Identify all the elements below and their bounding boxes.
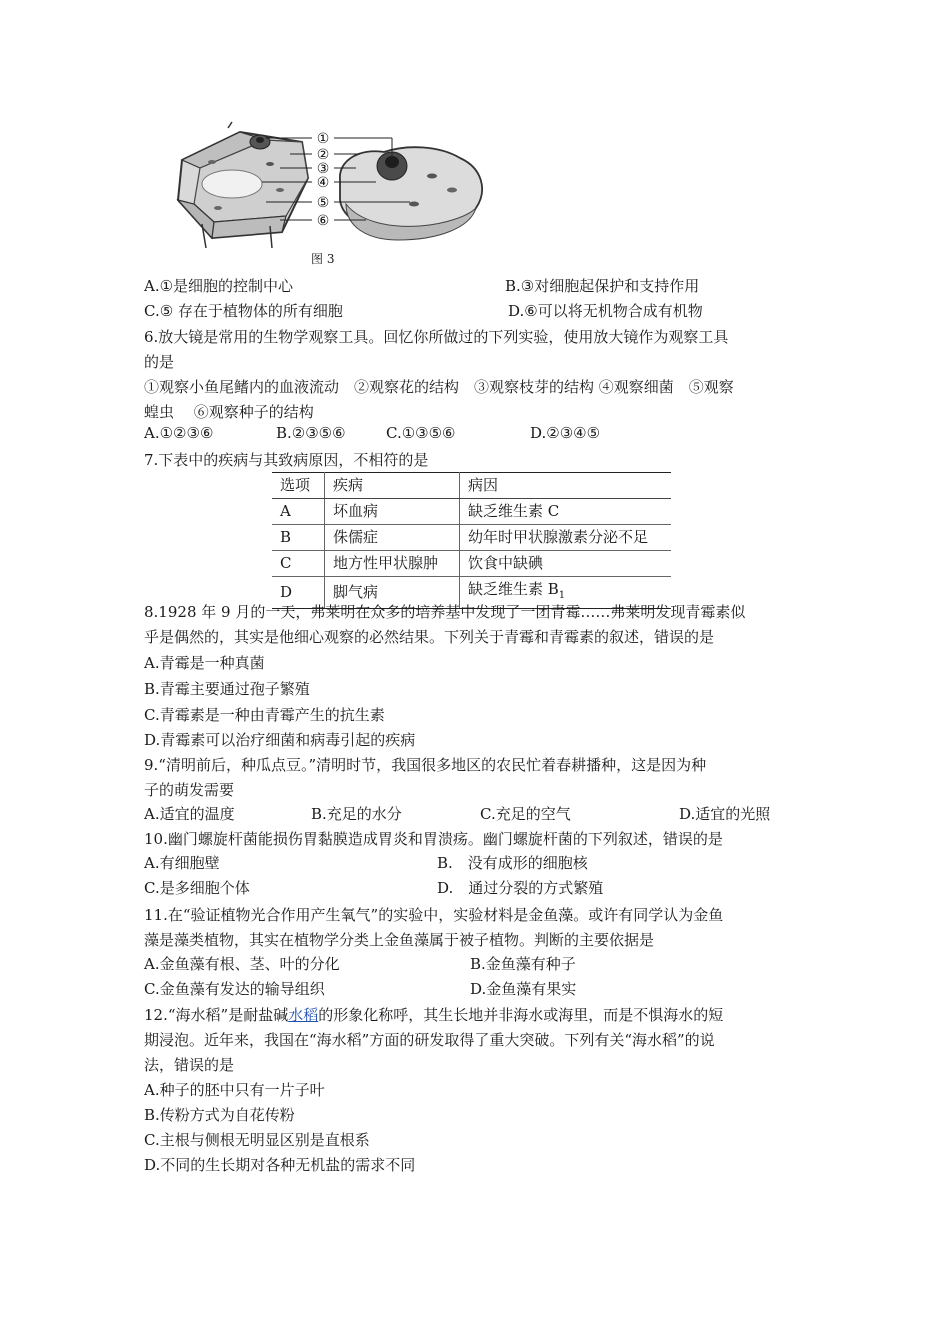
q9-option-b: B.充足的水分 [311,805,402,823]
q10-option-a: A.有细胞壁 [144,854,220,872]
figure-caption: 图 3 [311,252,335,266]
q10-option-d: D. 通过分裂的方式繁殖 [437,879,604,897]
q9-option-c: C.充足的空气 [480,805,571,823]
table-cell: 饮食中缺碘 [460,551,672,577]
q9-stem-line2: 子的萌发需要 [144,781,235,799]
cell-diagram-figure [170,120,500,270]
table-cell: 侏儒症 [325,525,460,551]
label-1: ① [316,131,330,147]
q12-option-d: D.不同的生长期对各种无机盐的需求不同 [144,1156,416,1174]
q10-option-c: C.是多细胞个体 [144,879,250,897]
q11-option-d: D.金鱼藻有果实 [470,980,577,998]
q8-option-b: B.青霉主要通过孢子繁殖 [144,680,310,698]
table-header-row [272,473,671,499]
q9-option-a: A.适宜的温度 [144,805,235,823]
table-cell: A [272,499,325,525]
q8-stem-line1: 8.1928 年 9 月的一天，弗莱明在众多的培养基中发现了一团青霉……弗莱明发现青霉素似 [144,603,746,621]
q9-stem-line1: 9.“清明前后，种瓜点豆。”清明时节，我国很多地区的农民忙着春耕播种，这是因为种 [144,756,707,774]
table-cell: 坏血病 [325,499,460,525]
disease-cause-table [272,472,671,609]
table-cell-text: 缺乏维生素 B [468,580,559,598]
table-row [272,525,671,551]
table-row [272,499,671,525]
q7-stem: 7.下表中的疾病与其致病原因，不相符的是 [144,451,429,469]
table-cell: C [272,551,325,577]
q8-option-c: C.青霉素是一种由青霉产生的抗生素 [144,706,385,724]
label-6: ⑥ [316,213,330,229]
q12-stem-line3: 法，错误的是 [144,1056,235,1074]
table-cell: 脚气病 [325,577,460,609]
q5-option-c: C.⑤ 存在于植物体的所有细胞 [144,302,343,320]
q6-stem-line1: 6.放大镜是常用的生物学观察工具。回忆你所做过的下列实验，使用放大镜作为观察工具 [144,328,729,346]
subscript: 1 [558,590,566,601]
table-cell: D [272,577,325,609]
table-cell: 幼年时甲状腺激素分泌不足 [460,525,672,551]
q10-stem: 10.幽门螺旋杆菌能损伤胃黏膜造成胃炎和胃溃疡。幽门螺旋杆菌的下列叙述，错误的是 [144,830,723,848]
label-4: ④ [316,175,330,191]
q12-stem-text: 12.“海水稻”是耐盐碱 [144,1006,289,1024]
plant-cell-illustration [178,122,308,248]
q5-option-d: D.⑥可以将无机物合成有机物 [508,302,703,320]
q12-option-b: B.传粉方式为自花传粉 [144,1106,295,1124]
label-3: ③ [316,161,330,177]
q6-stem-line2: 的是 [144,353,175,371]
q6-items-line1: ①观察小鱼尾鳍内的血液流动 ②观察花的结构 ③观察枝芽的结构 ④观察细菌 ⑤观察 [144,378,734,396]
q6-option-c: C.①③⑤⑥ [386,424,456,442]
table-cell: 缺乏维生素 C [460,499,672,525]
table-header-cell: 疾病 [325,473,460,499]
q12-option-c: C.主根与侧根无明显区别是直根系 [144,1131,370,1149]
table-row [272,551,671,577]
q11-stem-line2: 藻是藻类植物，其实在植物学分类上金鱼藻属于被子植物。判断的主要依据是 [144,931,655,949]
table-header-cell: 病因 [460,473,672,499]
label-2: ② [316,147,330,163]
label-5: ⑤ [316,195,330,211]
q12-stem-text: 的形象化称呼，其生长地并非海水或海里，而是不惧海水的短 [318,1006,724,1024]
q6-option-a: A.①②③⑥ [144,424,214,442]
q11-option-c: C.金鱼藻有发达的输导组织 [144,980,325,998]
q8-stem-line2: 乎是偶然的，其实是他细心观察的必然结果。下列关于青霉和青霉素的叙述，错误的是 [144,628,715,646]
q11-option-b: B.金鱼藻有种子 [470,955,576,973]
table-cell: B [272,525,325,551]
q6-option-d: D.②③④⑤ [530,424,601,442]
q12-stem-line2: 期浸泡。近年来，我国在“海水稻”方面的研发取得了重大突破。下列有关“海水稻”的说 [144,1031,715,1049]
q5-option-b: B.③对细胞起保护和支持作用 [505,277,700,295]
q11-option-a: A.金鱼藻有根、茎、叶的分化 [144,955,340,973]
q11-stem-line1: 11.在“验证植物光合作用产生氧气”的实验中，实验材料是金鱼藻。或许有同学认为金鱼 [144,906,724,924]
q5-option-a: A.①是细胞的控制中心 [144,277,294,295]
q8-option-d: D.青霉素可以治疗细菌和病毒引起的疾病 [144,731,416,749]
table-cell: 地方性甲状腺肿 [325,551,460,577]
q12-option-a: A.种子的胚中只有一片子叶 [144,1081,325,1099]
q6-items-line2: 蝗虫 ⑥观察种子的结构 [144,403,314,421]
table-header-cell: 选项 [272,473,325,499]
q6-option-b: B.②③⑤⑥ [276,424,346,442]
rice-link[interactable]: 水稻 [288,1006,319,1024]
animal-cell-illustration [340,147,482,240]
q9-option-d: D.适宜的光照 [679,805,771,823]
q12-stem-line1 [144,1003,814,1028]
q8-option-a: A.青霉是一种真菌 [144,654,265,672]
q10-option-b: B. 没有成形的细胞核 [437,854,588,872]
